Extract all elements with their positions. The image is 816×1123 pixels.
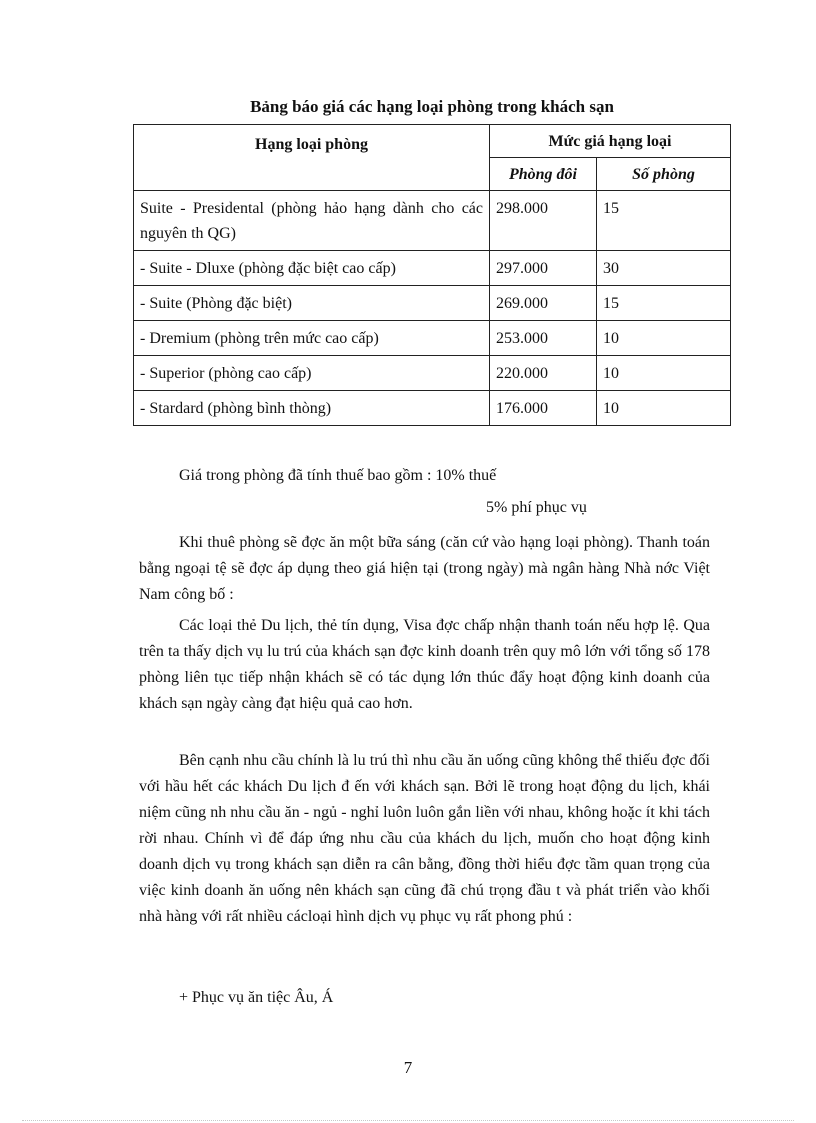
room-type-cell: - Suite (Phòng đặc biệt) bbox=[134, 286, 490, 321]
header-price-group: Mức giá hạng loại bbox=[490, 125, 731, 158]
room-type-cell: - Suite - Dluxe (phòng đặc biệt cao cấp) bbox=[134, 251, 490, 286]
count-cell: 15 bbox=[597, 286, 731, 321]
table-title: Bảng báo giá các hạng loại phòng trong khách sạn bbox=[250, 97, 614, 116]
paragraph-breakfast-payment: Khi thuê phòng sẽ đợc ăn một bữa sáng (căn cứ vào hạng loại phòng). Thanh toán bằng ngoại tệ sẽ đợc áp dụng theo giá hiện tại (trong ngày) mà ngân hàng Nhà nớc Việt Nam công bố : bbox=[139, 534, 710, 603]
page-number: 7 bbox=[403, 1058, 413, 1077]
header-room-type: Hạng loại phòng bbox=[134, 125, 490, 191]
price-cell: 297.000 bbox=[490, 251, 597, 286]
count-cell: 30 bbox=[597, 251, 731, 286]
price-cell: 253.000 bbox=[490, 321, 597, 356]
paragraph-cards-accommodation: Các loại thẻ Du lịch, thẻ tín dụng, Visa đợc chấp nhận thanh toán nếu hợp lệ. Qua trên ta thấy dịch vụ lu trú của khách sạn đợc kinh doanh trên quy mô lớn với tổng số 178 phòng liên tục tiếp nhận khách sẽ có tác dụng lớn thúc đẩy hoạt động kinh doanh của khách sạn ngày càng đạt hiệu quả cao hơn. bbox=[139, 617, 710, 712]
table-row bbox=[134, 191, 731, 251]
price-cell: 220.000 bbox=[490, 356, 597, 391]
table-row bbox=[134, 321, 731, 356]
table-row bbox=[134, 286, 731, 321]
service-fee-line: 5% phí phục vụ bbox=[486, 499, 587, 516]
bullet-banquet-service: + Phục vụ ăn tiệc Âu, Á bbox=[179, 989, 334, 1006]
count-cell: 10 bbox=[597, 356, 731, 391]
table-row bbox=[134, 356, 731, 391]
room-type-cell: - Superior (phòng cao cấp) bbox=[134, 356, 490, 391]
price-cell: 269.000 bbox=[490, 286, 597, 321]
table-row bbox=[134, 391, 731, 426]
header-double-room: Phòng đôi bbox=[490, 158, 597, 191]
count-cell: 15 bbox=[597, 191, 731, 251]
room-type-cell: - Stardard (phòng bình thòng) bbox=[134, 391, 490, 426]
header-room-count: Số phòng bbox=[597, 158, 731, 191]
price-table bbox=[133, 124, 731, 426]
count-cell: 10 bbox=[597, 391, 731, 426]
table-header-row bbox=[134, 125, 731, 158]
tax-line: Giá trong phòng đã tính thuế bao gồm : 10% thuế bbox=[179, 467, 497, 484]
price-cell: 176.000 bbox=[490, 391, 597, 426]
price-cell: 298.000 bbox=[490, 191, 597, 251]
room-type-cell: - Dremium (phòng trên mức cao cấp) bbox=[134, 321, 490, 356]
page-bottom-divider bbox=[22, 1120, 794, 1121]
paragraph-dining-services: Bên cạnh nhu cầu chính là lu trú thì nhu cầu ăn uống cũng không thể thiếu đợc đối với hầu hết các khách Du lịch đ ến với khách sạn. Bởi lẽ trong hoạt động du lịch, khái niệm cũng nh nhu cầu ăn - ngủ - nghỉ luôn luôn gắn liền với nhau, không hoặc ít khi tách rời nhau. Chính vì để đáp ứng nhu cầu của khách du lịch, muốn cho hoạt động kinh doanh dịch vụ trong khách sạn diễn ra cân bằng, đồng thời hiểu đợc tầm quan trọng của việc kinh doanh ăn uống nên khách sạn cũng đã chú trọng đầu t và phát triển vào khối nhà hàng với rất nhiều cácloại hình dịch vụ phục vụ rất phong phú : bbox=[139, 752, 710, 925]
room-type-cell: Suite - Presidental (phòng hảo hạng dành cho các nguyên th QG) bbox=[134, 191, 490, 251]
count-cell: 10 bbox=[597, 321, 731, 356]
table-row bbox=[134, 251, 731, 286]
